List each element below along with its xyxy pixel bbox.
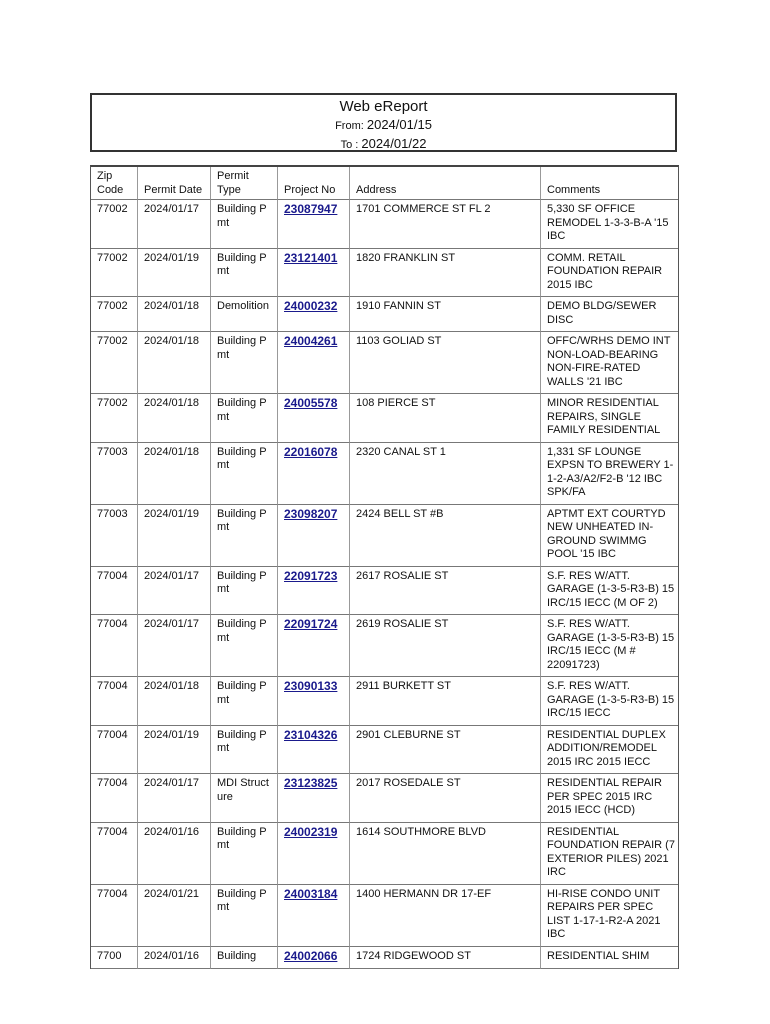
table-row	[91, 297, 678, 332]
zip-code-cell: 77002	[91, 332, 138, 394]
address-cell: 2911 BURKETT ST	[350, 677, 541, 726]
permit-date-cell: 2024/01/18	[138, 677, 211, 726]
zip-code-cell: 77002	[91, 200, 138, 249]
project-no-cell	[278, 443, 350, 505]
zip-code-cell: 77003	[91, 443, 138, 505]
permit-date-cell: 2024/01/19	[138, 505, 211, 567]
zip-code-cell: 77004	[91, 677, 138, 726]
table-row	[91, 249, 678, 298]
project-no-link[interactable]: 24002066	[284, 948, 338, 963]
address-cell: 1820 FRANKLIN ST	[350, 249, 541, 298]
project-no-link[interactable]: 24003184	[284, 886, 338, 901]
project-no-cell	[278, 297, 350, 332]
permit-date-cell: 2024/01/18	[138, 443, 211, 505]
to-label: To :	[340, 139, 359, 151]
comments-cell: RESIDENTIAL DUPLEX ADDITION/REMODEL 2015 IRC 2015 IECC	[541, 726, 678, 775]
zip-code-cell: 7700	[91, 947, 138, 970]
table-row	[91, 332, 678, 394]
comments-cell: RESIDENTIAL SHIM	[541, 947, 678, 970]
permit-date-cell: 2024/01/19	[138, 249, 211, 298]
project-no-cell	[278, 615, 350, 677]
address-cell: 108 PIERCE ST	[350, 394, 541, 443]
permit-type-cell: Building Pmt	[211, 677, 278, 726]
address-cell: 2320 CANAL ST 1	[350, 443, 541, 505]
zip-code-cell: 77003	[91, 505, 138, 567]
zip-code-cell: 77004	[91, 774, 138, 823]
project-no-link[interactable]: 24000232	[284, 299, 338, 313]
project-no-cell	[278, 567, 350, 616]
table-row	[91, 947, 678, 970]
permit-date-cell: 2024/01/16	[138, 823, 211, 885]
table-row	[91, 823, 678, 885]
header-project-no: Project No	[278, 167, 350, 200]
comments-cell: S.F. RES W/ATT. GARAGE (1-3-5-R3-B) 15 IRC/15 IECC (M # 22091723)	[541, 615, 678, 677]
zip-code-cell: 77004	[91, 615, 138, 677]
permit-type-cell: Building Pmt	[211, 394, 278, 443]
permit-type-cell: Building Pmt	[211, 823, 278, 885]
zip-code-cell: 77004	[91, 726, 138, 775]
project-no-link[interactable]: 22091724	[284, 617, 338, 631]
comments-cell: APTMT EXT COURTYD NEW UNHEATED IN-GROUND SWIMMG POOL '15 IBC	[541, 505, 678, 567]
address-cell: 2901 CLEBURNE ST	[350, 726, 541, 775]
project-no-cell	[278, 726, 350, 775]
comments-cell: DEMO BLDG/SEWER DISC	[541, 297, 678, 332]
project-no-cell	[278, 677, 350, 726]
project-no-link[interactable]: 24005578	[284, 396, 338, 410]
permit-type-cell: Building	[211, 947, 278, 970]
permit-date-cell: 2024/01/17	[138, 615, 211, 677]
project-no-link[interactable]: 22016078	[284, 444, 338, 459]
permit-date-cell: 2024/01/18	[138, 394, 211, 443]
zip-code-cell: 77002	[91, 297, 138, 332]
project-no-cell	[278, 885, 350, 947]
zip-code-cell: 77004	[91, 567, 138, 616]
project-no-link[interactable]: 23104326	[284, 727, 338, 742]
permit-date-cell: 2024/01/17	[138, 774, 211, 823]
project-no-link[interactable]: 24004261	[284, 334, 338, 348]
comments-cell: 1,331 SF LOUNGE EXPSN TO BREWERY 1-1-2-A3/A2/F2-B '12 IBC SPK/FA	[541, 443, 678, 505]
table-row	[91, 885, 678, 947]
permit-date-cell: 2024/01/17	[138, 567, 211, 616]
comments-cell: S.F. RES W/ATT. GARAGE (1-3-5-R3-B) 15 IRC/15 IECC (M OF 2)	[541, 567, 678, 616]
header-permit-date: Permit Date	[138, 167, 211, 200]
address-cell: 1400 HERMANN DR 17-EF	[350, 885, 541, 947]
table-row	[91, 443, 678, 505]
table-row	[91, 567, 678, 616]
zip-code-cell: 77002	[91, 394, 138, 443]
project-no-link[interactable]: 23123825	[284, 776, 338, 790]
permit-date-cell: 2024/01/21	[138, 885, 211, 947]
header-zip-code: Zip Code	[91, 167, 138, 200]
comments-cell: COMM. RETAIL FOUNDATION REPAIR 2015 IBC	[541, 249, 678, 298]
permit-type-cell: Building Pmt	[211, 505, 278, 567]
address-cell: 2619 ROSALIE ST	[350, 615, 541, 677]
address-cell: 1701 COMMERCE ST FL 2	[350, 200, 541, 249]
permit-type-cell: Building Pmt	[211, 726, 278, 775]
permit-type-cell: MDI Structure	[211, 774, 278, 823]
project-no-cell	[278, 947, 350, 970]
address-cell: 2017 ROSEDALE ST	[350, 774, 541, 823]
zip-code-cell: 77004	[91, 823, 138, 885]
address-cell: 1103 GOLIAD ST	[350, 332, 541, 394]
permit-date-cell: 2024/01/17	[138, 200, 211, 249]
comments-cell: MINOR RESIDENTIAL REPAIRS, SINGLE FAMILY RESIDENTIAL	[541, 394, 678, 443]
permit-type-cell: Building Pmt	[211, 249, 278, 298]
header-comments: Comments	[541, 167, 678, 200]
permit-type-cell: Building Pmt	[211, 885, 278, 947]
table-row	[91, 726, 678, 775]
permit-type-cell: Building Pmt	[211, 443, 278, 505]
header-permit-type: Permit Type	[211, 167, 278, 200]
project-no-link[interactable]: 23090133	[284, 679, 338, 693]
table-row	[91, 615, 678, 677]
address-cell: 1614 SOUTHMORE BLVD	[350, 823, 541, 885]
comments-cell: HI-RISE CONDO UNIT REPAIRS PER SPEC LIST 1-17-1-R2-A 2021 IBC	[541, 885, 678, 947]
address-cell: 1910 FANNIN ST	[350, 297, 541, 332]
project-no-link[interactable]: 24002319	[284, 824, 338, 839]
project-no-cell	[278, 505, 350, 567]
table-row	[91, 505, 678, 567]
comments-cell: S.F. RES W/ATT. GARAGE (1-3-5-R3-B) 15 IRC/15 IECC	[541, 677, 678, 726]
address-cell: 1724 RIDGEWOOD ST	[350, 947, 541, 970]
table-row	[91, 677, 678, 726]
project-no-cell	[278, 774, 350, 823]
permit-type-cell: Building Pmt	[211, 567, 278, 616]
from-label: From:	[335, 120, 364, 132]
comments-cell: RESIDENTIAL FOUNDATION REPAIR (7 EXTERIOR PILES) 2021 IRC	[541, 823, 678, 885]
permit-date-cell: 2024/01/16	[138, 947, 211, 970]
to-date: 2024/01/22	[361, 136, 427, 151]
permit-date-cell: 2024/01/18	[138, 297, 211, 332]
permit-date-cell: 2024/01/18	[138, 332, 211, 394]
table-row	[91, 774, 678, 823]
permit-table	[90, 165, 679, 969]
project-no-link[interactable]: 23098207	[284, 506, 338, 521]
comments-cell: RESIDENTIAL REPAIR PER SPEC 2015 IRC 2015 IECC (HCD)	[541, 774, 678, 823]
project-no-cell	[278, 200, 350, 249]
permit-type-cell: Demolition	[211, 297, 278, 332]
table-row	[91, 394, 678, 443]
project-no-link[interactable]: 23087947	[284, 202, 338, 216]
zip-code-cell: 77004	[91, 885, 138, 947]
project-no-link[interactable]: 23121401	[284, 250, 338, 265]
report-title: Web eReport	[339, 98, 428, 115]
permit-date-cell: 2024/01/19	[138, 726, 211, 775]
comments-cell: OFFC/WRHS DEMO INT NON-LOAD-BEARING NON-FIRE-RATED WALLS '21 IBC	[541, 332, 678, 394]
project-no-link[interactable]: 22091723	[284, 568, 338, 583]
project-no-cell	[278, 249, 350, 298]
project-no-cell	[278, 823, 350, 885]
address-cell: 2424 BELL ST #B	[350, 505, 541, 567]
permit-type-cell: Building Pmt	[211, 200, 278, 249]
project-no-cell	[278, 332, 350, 394]
permit-type-cell: Building Pmt	[211, 615, 278, 677]
address-cell: 2617 ROSALIE ST	[350, 567, 541, 616]
permit-type-cell: Building Pmt	[211, 332, 278, 394]
table-body	[91, 200, 678, 969]
header-address: Address	[350, 167, 541, 200]
from-date: 2024/01/15	[366, 117, 432, 132]
zip-code-cell: 77002	[91, 249, 138, 298]
table-header-row	[91, 167, 678, 200]
table-row	[91, 200, 678, 249]
project-no-cell	[278, 394, 350, 443]
comments-cell: 5,330 SF OFFICE REMODEL 1-3-3-B-A '15 IBC	[541, 200, 678, 249]
